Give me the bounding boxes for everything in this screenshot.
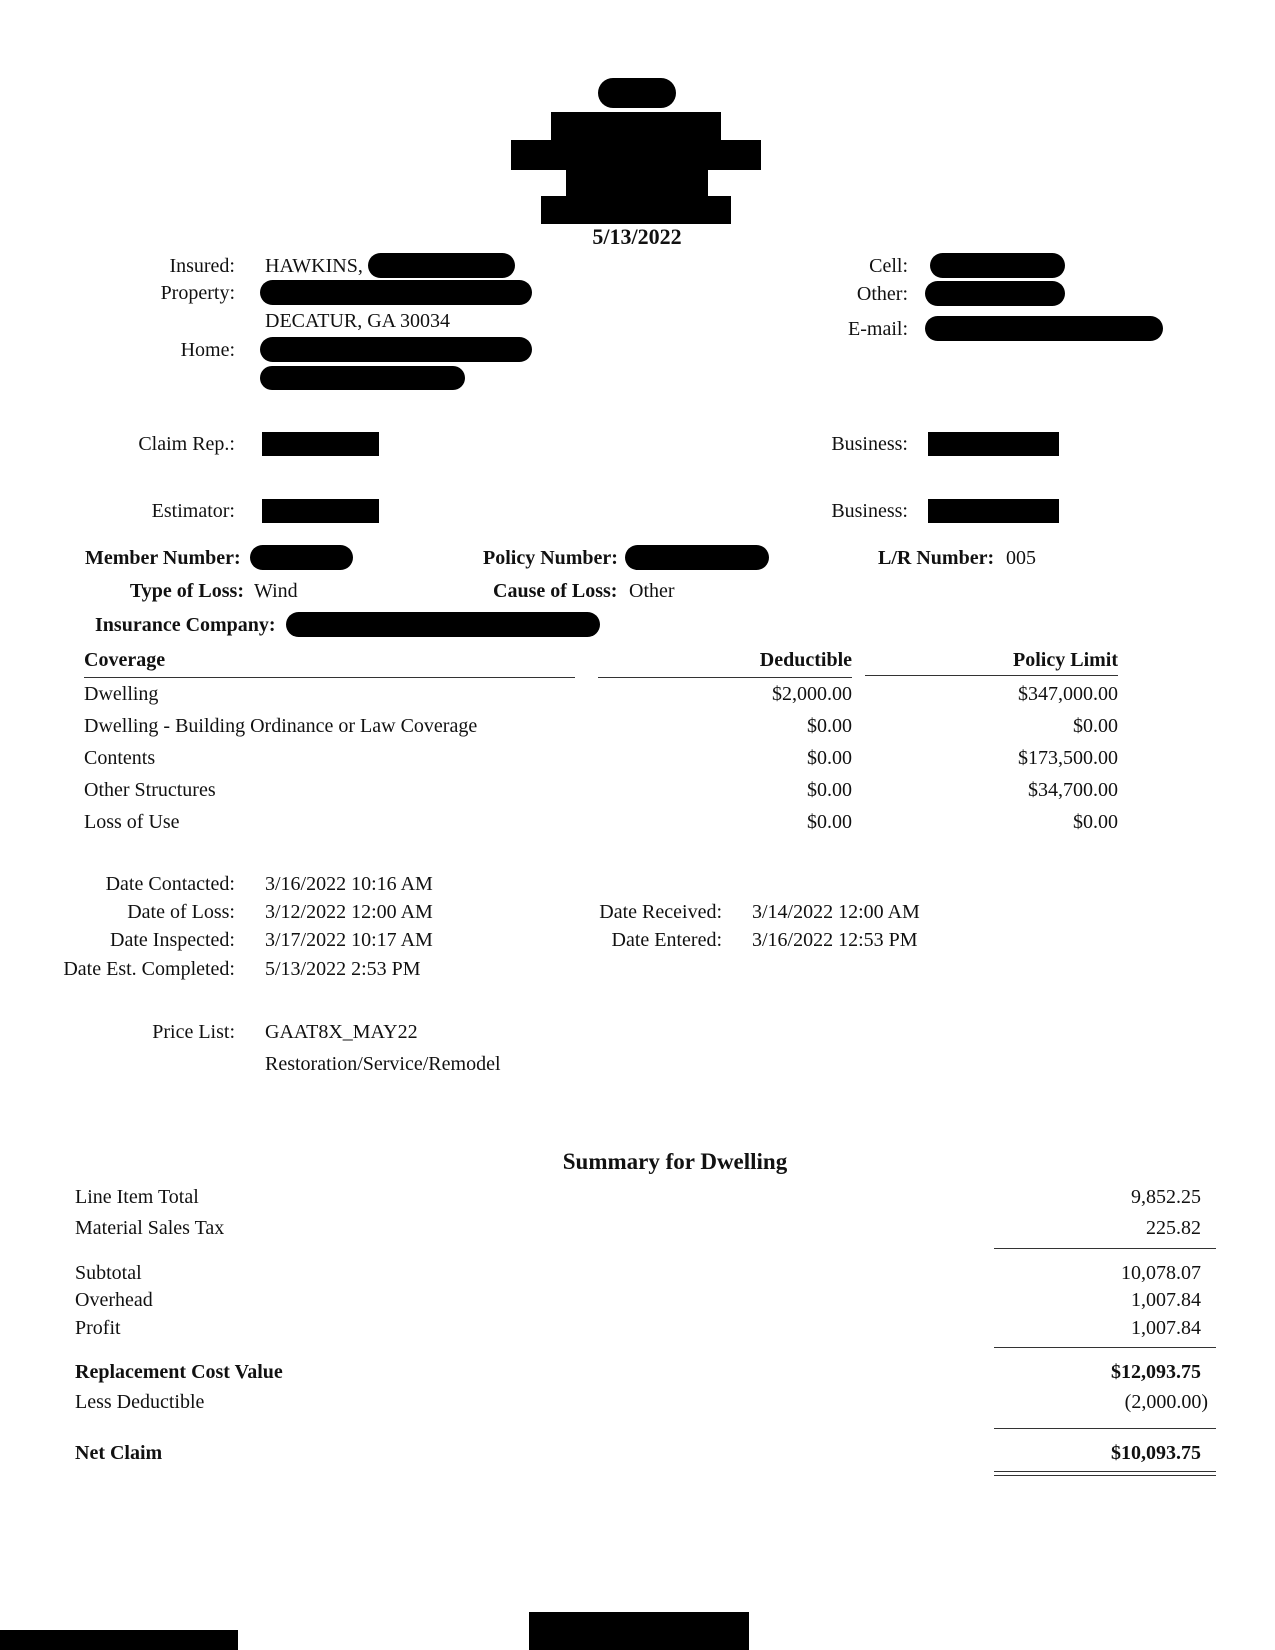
- rcv-label: Replacement Cost Value: [75, 1361, 283, 1383]
- business-label-2: Business:: [831, 500, 908, 522]
- net-claim-double-rule: [994, 1471, 1216, 1476]
- date-inspected-value: 3/17/2022 10:17 AM: [265, 929, 433, 951]
- property-city: DECATUR, GA 30034: [265, 310, 451, 332]
- material-sales-tax-label: Material Sales Tax: [75, 1217, 225, 1239]
- redacted-insured-name: [368, 253, 515, 278]
- profit-value: 1,007.84: [1131, 1317, 1201, 1339]
- rcv-value: $12,093.75: [1111, 1361, 1201, 1383]
- report-date: 5/13/2022: [592, 224, 682, 249]
- coverage-row-name: Other Structures: [84, 779, 216, 801]
- other-label: Other:: [856, 283, 908, 305]
- coverage-row-limit: $0.00: [1073, 715, 1118, 737]
- redacted-logo: [598, 78, 676, 108]
- claim-rep-label: Claim Rep.:: [138, 433, 235, 455]
- redacted-home-extra: [260, 366, 465, 390]
- redacted-logo: [511, 140, 761, 170]
- redacted-footer-center: [529, 1612, 749, 1650]
- coverage-row-deductible: $0.00: [807, 715, 852, 737]
- coverage-row-deductible: $2,000.00: [772, 683, 852, 705]
- property-label: Property:: [160, 282, 235, 304]
- line-item-total-label: Line Item Total: [75, 1186, 199, 1208]
- date-contacted-value: 3/16/2022 10:16 AM: [265, 873, 433, 895]
- subtotal-label: Subtotal: [75, 1262, 142, 1284]
- policy-limit-header: Policy Limit: [1013, 649, 1118, 671]
- redacted-logo: [551, 112, 721, 142]
- coverage-row-limit: $34,700.00: [1028, 779, 1118, 801]
- insured-value: HAWKINS,: [265, 255, 363, 277]
- member-number-label: Member Number:: [85, 547, 241, 569]
- redacted-claim-rep: [262, 432, 379, 456]
- cause-of-loss-label: Cause of Loss:: [493, 580, 618, 602]
- material-sales-tax-value: 225.82: [1146, 1217, 1201, 1239]
- estimator-label: Estimator:: [151, 500, 235, 522]
- cause-of-loss-value: Other: [629, 580, 675, 602]
- redacted-policy-number: [625, 545, 769, 570]
- coverage-row-name: Dwelling: [84, 683, 159, 705]
- coverage-row-deductible: $0.00: [807, 779, 852, 801]
- coverage-row-limit: $173,500.00: [1018, 747, 1118, 769]
- redacted-member-number: [250, 545, 353, 570]
- net-claim-value: $10,093.75: [1111, 1442, 1201, 1464]
- redacted-other-phone: [925, 281, 1065, 306]
- date-received-value: 3/14/2022 12:00 AM: [752, 901, 920, 923]
- redacted-property-address: [260, 280, 532, 305]
- net-claim-label: Net Claim: [75, 1442, 163, 1464]
- coverage-header-rule: [84, 677, 575, 678]
- coverage-row-name: Dwelling - Building Ordinance or Law Coverage: [84, 715, 478, 737]
- redacted-logo: [541, 196, 731, 224]
- overhead-label: Overhead: [75, 1289, 153, 1311]
- coverage-row-deductible: $0.00: [807, 811, 852, 833]
- type-of-loss-label: Type of Loss:: [129, 580, 244, 602]
- coverage-row-name: Contents: [84, 747, 156, 769]
- redacted-insurance-company: [286, 612, 600, 637]
- redacted-home-phone: [260, 337, 532, 362]
- date-received-label: Date Received:: [599, 901, 722, 923]
- subtotal-value: 10,078.07: [1121, 1262, 1201, 1284]
- date-inspected-label: Date Inspected:: [110, 929, 235, 951]
- redacted-cell-phone: [930, 253, 1065, 278]
- profit-label: Profit: [75, 1317, 121, 1339]
- insurance-company-label: Insurance Company:: [95, 614, 276, 636]
- less-deductible-value: (2,000.00): [1124, 1391, 1208, 1413]
- date-completed-label: Date Est. Completed:: [63, 958, 235, 980]
- date-completed-value: 5/13/2022 2:53 PM: [265, 958, 421, 980]
- price-list-code: GAAT8X_MAY22: [265, 1021, 418, 1043]
- date-of-loss-value: 3/12/2022 12:00 AM: [265, 901, 433, 923]
- policy-number-label: Policy Number:: [483, 547, 618, 569]
- net-claim-rule: [994, 1428, 1216, 1429]
- date-of-loss-label: Date of Loss:: [127, 901, 235, 923]
- lr-number-label: L/R Number:: [878, 547, 995, 569]
- redacted-footer-left: [0, 1630, 238, 1650]
- date-contacted-label: Date Contacted:: [105, 873, 235, 895]
- rcv-rule: [994, 1347, 1216, 1348]
- redacted-email: [925, 316, 1163, 341]
- price-list-type: Restoration/Service/Remodel: [265, 1053, 501, 1075]
- less-deductible-label: Less Deductible: [75, 1391, 205, 1413]
- lr-number-value: 005: [1006, 547, 1036, 569]
- insured-label: Insured:: [169, 255, 235, 277]
- home-label: Home:: [180, 339, 235, 361]
- coverage-header: Coverage: [84, 649, 166, 671]
- redacted-business-2: [928, 499, 1059, 523]
- coverage-row-deductible: $0.00: [807, 747, 852, 769]
- deductible-header: Deductible: [759, 649, 852, 671]
- redacted-logo: [566, 168, 708, 198]
- line-item-total-value: 9,852.25: [1131, 1186, 1201, 1208]
- summary-title: Summary for Dwelling: [562, 1149, 788, 1174]
- date-entered-value: 3/16/2022 12:53 PM: [752, 929, 918, 951]
- price-list-label: Price List:: [152, 1021, 235, 1043]
- cell-label: Cell:: [869, 255, 908, 277]
- overhead-value: 1,007.84: [1131, 1289, 1201, 1311]
- redacted-business-1: [928, 432, 1059, 456]
- type-of-loss-value: Wind: [254, 580, 298, 602]
- coverage-row-name: Loss of Use: [84, 811, 180, 833]
- redacted-estimator: [262, 499, 379, 523]
- policy-limit-header-rule: [865, 675, 1118, 676]
- coverage-row-limit: $0.00: [1073, 811, 1118, 833]
- coverage-row-limit: $347,000.00: [1018, 683, 1118, 705]
- deductible-header-rule: [598, 677, 852, 678]
- email-label: E-mail:: [848, 318, 908, 340]
- subtotal-rule: [994, 1248, 1216, 1249]
- date-entered-label: Date Entered:: [611, 929, 722, 951]
- business-label-1: Business:: [831, 433, 908, 455]
